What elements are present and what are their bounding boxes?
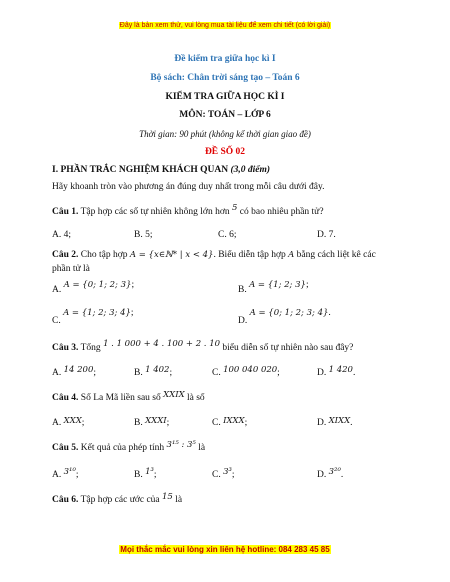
q2-option-d[interactable]: D. A = {0; 1; 2; 3; 4}. [238,308,331,326]
question-3: Câu 3. Tổng 1 . 1 000 + 4 . 100 + 2 . 10 biểu diễn số tự nhiên nào sau đây? [52,339,354,353]
q1-option-b[interactable]: B. 5; [134,230,153,240]
q3-option-b[interactable]: B. 1 402; [134,365,173,378]
q1-option-d[interactable]: D. 7. [317,230,336,240]
doc-title: Đề kiểm tra giữa học kì I [174,54,276,64]
exam-code: ĐỀ SỐ 02 [204,147,246,157]
time-line: Thời gian: 90 phút (không kể thời gian giao đề) [139,129,311,139]
question-2: Câu 2. Cho tập hợp A = {x∈ℕ* | x < 4}. Biểu diễn tập hợp A bằng cách liệt kê các [52,250,376,260]
book-name: Bộ sách: Chân trời sáng tạo – Toán 6 [150,73,300,83]
q2-option-b[interactable]: B. A = {1; 2; 3}; [238,280,309,295]
question-6: Câu 6. Tập hợp các ước của 15 là [52,492,183,505]
q5-option-b[interactable]: B. 1³; [134,467,157,480]
subject-line: MÔN: TOÁN – LỚP 6 [179,110,271,120]
question-4: Câu 4. Số La Mã liền sau số XXIX là số [52,390,205,403]
q2-option-c[interactable]: C. A = {1; 2; 3; 4}; [52,308,134,326]
section-instruction: Hãy khoanh tròn vào phương án đúng duy nhất trong mỗi câu dưới đây. [52,182,325,192]
q4-option-b[interactable]: B. XXXI; [134,416,170,428]
q5-option-c[interactable]: C. 3³; [212,467,235,480]
q2-option-a[interactable]: A. A = {0; 1; 2; 3}; [52,280,135,295]
q5-option-d[interactable]: D. 3²⁰. [317,467,344,480]
q4-option-c[interactable]: C. IXXX; [212,416,248,428]
q4-option-d[interactable]: D. XIXX. [317,416,353,428]
q1-option-a[interactable]: A. 4; [52,230,71,240]
question-5: Câu 5. Kết quả của phép tính 3¹⁵ : 3⁵ là [52,440,206,453]
preview-notice: Đây là bản xem thử, vui lòng mua tài liệu để xem chi tiết (có lời giải) [119,22,331,29]
section-title: I. PHẦN TRẮC NGHIỆM KHÁCH QUAN (3,0 điểm) [52,165,271,175]
hotline-notice: Mọi thắc mắc vui lòng xin liên hệ hotline: 084 283 45 85 [120,545,330,554]
q3-option-a[interactable]: A. 14 200; [52,365,97,378]
question-1: Câu 1. Tập hợp các số tự nhiên không lớn hơn 5 có bao nhiêu phần tử? [52,203,324,217]
q3-option-c[interactable]: C. 100 040 020; [212,365,280,378]
question-2-cont: phần tử là [52,264,90,274]
q3-option-d[interactable]: D. 1 420. [317,365,356,378]
q1-option-c[interactable]: C. 6; [218,230,237,240]
q5-option-a[interactable]: A. 3¹⁰; [52,467,79,480]
q4-option-a[interactable]: A. XXX; [52,416,85,428]
exam-title: KIỂM TRA GIỮA HỌC KÌ I [165,92,285,102]
